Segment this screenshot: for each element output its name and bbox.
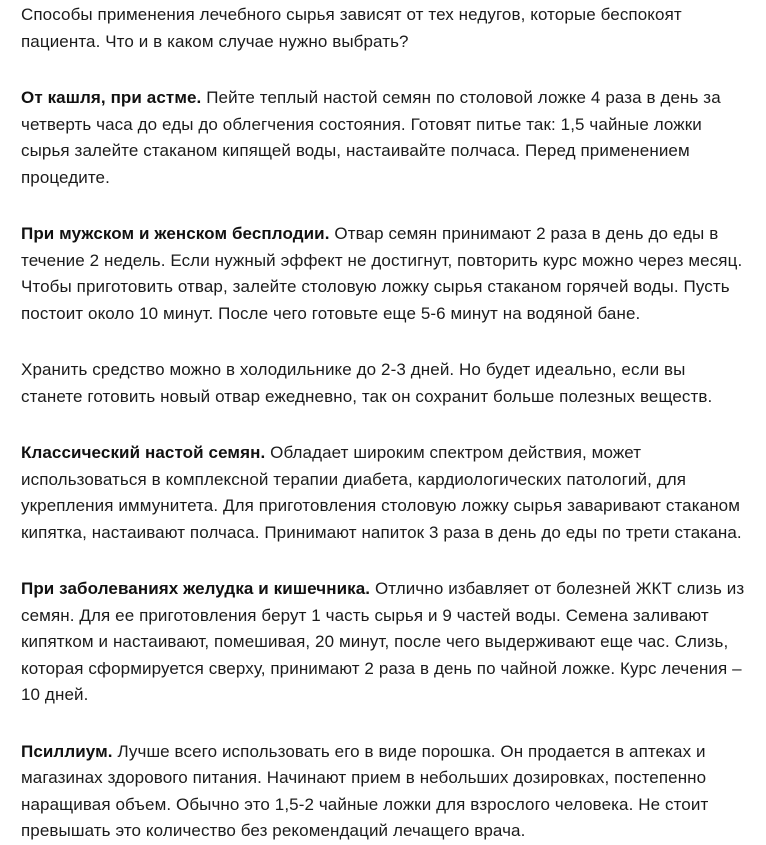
paragraph-text: Отлично избавляет от болезней ЖКТ слизь из семян. Для ее приготовления берут 1 часть сырья и 9 частей воды. Семена заливают кипятком и настаивают, помешивая, 20 минут, после чего выдерживают еще час. Слизь, которая сформируется сверху, принимают 2 раза в день по чайной ложке. Курс лечения – 10 дней. [21, 579, 745, 704]
paragraph-storage [21, 357, 746, 410]
paragraph-text: Пейте теплый настой семян по столовой ложке 4 раза в день за четверть часа до еды до облегчения состояния. Готовят питье так: 1,5 чайные ложки сырья залейте стаканом кипящей воды, настаивайте полчаса. Перед применением процедите. [21, 88, 721, 187]
paragraph-lead: При мужском и женском бесплодии. [21, 224, 330, 243]
paragraph-psyllium [21, 739, 746, 845]
paragraph-classic-infusion [21, 440, 746, 546]
paragraph-lead: Псиллиум. [21, 741, 113, 761]
paragraph-lead: От кашля, при астме. [21, 88, 202, 107]
paragraph-infertility [21, 221, 746, 327]
paragraph-text: Отвар семян принимают 2 раза в день до еды в течение 2 недель. Если нужный эффект не достигнут, повторить курс можно через месяц. Чтобы приготовить отвар, залейте столовую ложку сырья стаканом горячей воды. Пусть постоит около 10 минут. После чего готовьте еще 5-6 минут на водяной бане. [21, 224, 743, 323]
paragraph-cough-asthma [21, 85, 746, 191]
paragraph-text: Способы применения лечебного сырья зависят от тех недугов, которые беспокоят пациента. Что и в каком случае нужно выбрать? [21, 5, 682, 51]
paragraph-intro [21, 2, 746, 55]
paragraph-lead: Классический настой семян. [21, 443, 266, 462]
paragraph-lead: При заболеваниях желудка и кишечника. [21, 579, 371, 598]
paragraph-stomach-intestines [21, 576, 746, 709]
paragraph-text: Лучше всего использовать его в виде порошка. Он продается в аптеках и магазинах здорового питания. Начинают прием в небольших дозировках, постепенно наращивая объем. Обычно это 1,5-2 чайные ложки для взрослого человека. Не стоит превышать это количество без рекомендаций лечащего врача. [21, 741, 709, 840]
paragraph-text: Хранить средство можно в холодильнике до 2-3 дней. Но будет идеально, если вы станете готовить новый отвар ежедневно, так он сохранит больше полезных веществ. [21, 360, 713, 406]
paragraph-text: Обладает широким спектром действия, может использоваться в комплексной терапии диабета, кардиологических патологий, для укрепления иммунитета. Для приготовления столовую ложку сырья заваривают стаканом кипятка, настаивают полчаса. Принимают напиток 3 раза в день до еды по трети стакана. [21, 443, 742, 542]
